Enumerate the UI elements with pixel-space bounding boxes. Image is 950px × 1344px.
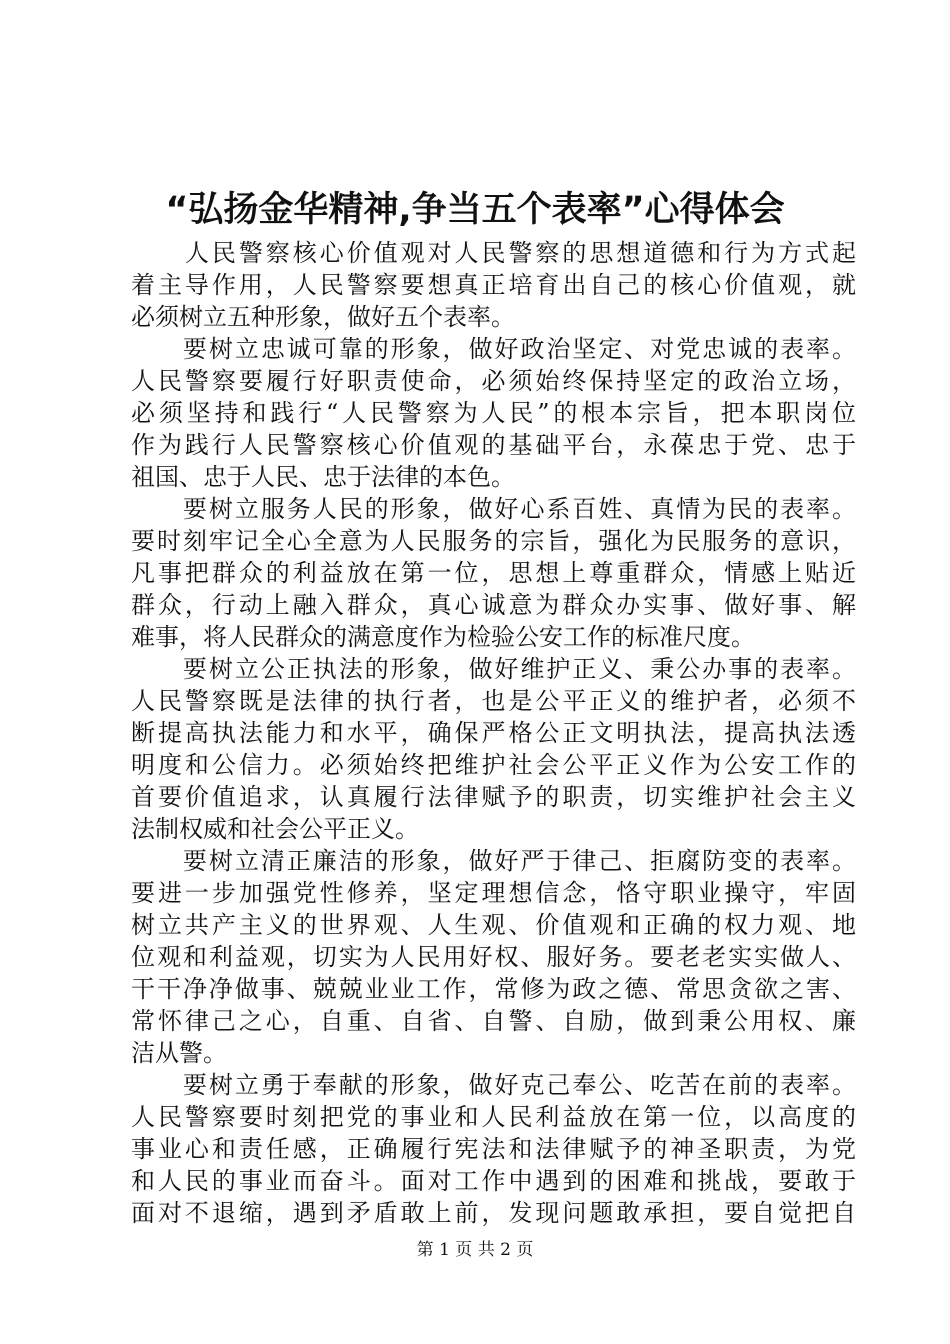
text-line: 和人民的事业而奋斗。面对工作中遇到的困难和挑战，要敢于 — [131, 1167, 856, 1195]
text-line: 明度和公信力。必须始终把维护社会公平正义作为公安工作的 — [131, 751, 856, 779]
text-line: 要进一步加强党性修养，坚定理想信念，恪守职业操守，牢固 — [131, 879, 856, 907]
text-line: 人民警察核心价值观对人民警察的思想道德和行为方式起 — [131, 239, 856, 267]
text-line: 人民警察要时刻把党的事业和人民利益放在第一位，以高度的 — [131, 1103, 856, 1131]
text-line: 祖国、忠于人民、忠于法律的本色。 — [131, 463, 515, 491]
text-line: 要树立服务人民的形象，做好心系百姓、真情为民的表率。 — [131, 495, 856, 523]
text-line: 事业心和责任感，正确履行宪法和法律赋予的神圣职责，为党 — [131, 1135, 856, 1163]
document-title: “弘扬金华精神,争当五个表率”心得体会 — [165, 190, 785, 230]
text-line: 群众，行动上融入群众，真心诚意为群众办实事、做好事、解 — [131, 591, 856, 619]
text-line: 人民警察既是法律的执行者，也是公平正义的维护者，必须不 — [131, 687, 856, 715]
text-line: 洁从警。 — [131, 1039, 227, 1067]
text-line: 要树立忠诚可靠的形象，做好政治坚定、对党忠诚的表率。 — [131, 335, 856, 363]
text-line: 干干净净做事、兢兢业业工作，常修为政之德、常思贪欲之害、 — [131, 975, 856, 1003]
text-line: 要树立清正廉洁的形象，做好严于律己、拒腐防变的表率。 — [131, 847, 856, 875]
text-line: 常怀律己之心，自重、自省、自警、自励，做到秉公用权、廉 — [131, 1007, 856, 1035]
text-line: 法制权威和社会公平正义。 — [131, 815, 419, 843]
text-line: 人民警察要履行好职责使命，必须始终保持坚定的政治立场， — [131, 367, 856, 395]
text-line: 面对不退缩，遇到矛盾敢上前，发现问题敢承担，要自觉把自 — [131, 1199, 856, 1227]
document-body — [131, 237, 856, 1229]
text-line: 要时刻牢记全心全意为人民服务的宗旨，强化为民服务的意识， — [131, 527, 856, 555]
text-line: 必须坚持和践行“人民警察为人民”的根本宗旨，把本职岗位 — [131, 399, 856, 427]
text-line: 凡事把群众的利益放在第一位，思想上尊重群众，情感上贴近 — [131, 559, 856, 587]
text-line: 要树立勇于奉献的形象，做好克己奉公、吃苦在前的表率。 — [131, 1071, 856, 1099]
text-line: 难事，将人民群众的满意度作为检验公安工作的标准尺度。 — [131, 623, 755, 651]
text-line: 着主导作用，人民警察要想真正培育出自己的核心价值观，就 — [131, 271, 856, 299]
text-line: 断提高执法能力和水平，确保严格公正文明执法，提高执法透 — [131, 719, 856, 747]
text-line: 作为践行人民警察核心价值观的基础平台，永葆忠于党、忠于 — [131, 431, 856, 459]
text-line: 位观和利益观，切实为人民用好权、服好务。要老老实实做人、 — [131, 943, 856, 971]
page-footer: 第 1 页 共 2 页 — [416, 1240, 534, 1260]
text-line: 首要价值追求，认真履行法律赋予的职责，切实维护社会主义 — [131, 783, 856, 811]
text-line: 必须树立五种形象，做好五个表率。 — [131, 303, 515, 331]
text-line: 要树立公正执法的形象，做好维护正义、秉公办事的表率。 — [131, 655, 856, 683]
text-line: 树立共产主义的世界观、人生观、价值观和正确的权力观、地 — [131, 911, 856, 939]
